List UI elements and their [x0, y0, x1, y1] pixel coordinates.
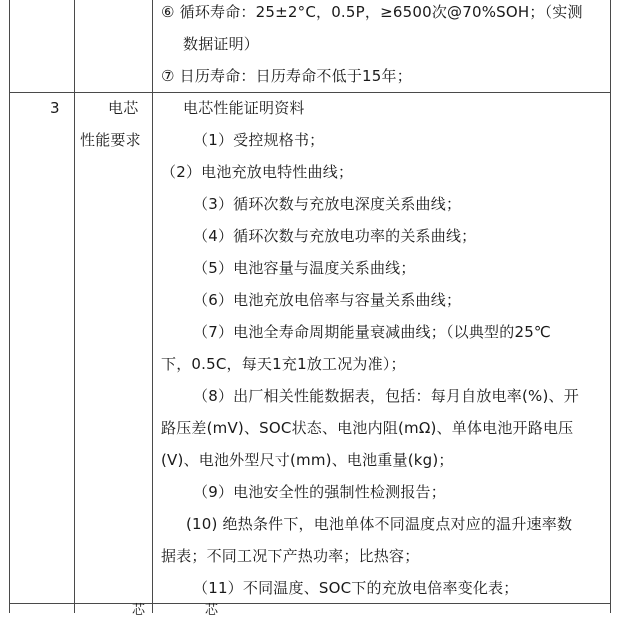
list-item-cont: (V)、电池外型尺寸(mm)、电池重量(kg)；	[161, 451, 454, 469]
list-item-cont: 据表；不同工况下产热功率；比热容；	[161, 547, 420, 565]
cycle-life-line-cont: 数据证明）	[183, 35, 260, 53]
list-item: （1）受控规格书；	[193, 131, 325, 149]
list-item: （11）不同温度、SOC下的充放电倍率变化表；	[193, 579, 519, 597]
row-label-line1: 电芯	[108, 99, 139, 117]
list-item: （3）循环次数与充放电深度关系曲线；	[193, 195, 462, 213]
list-item-cont: 路压差(mV)、SOC状态、电池内阻(mΩ)、单体电池开路电压	[161, 419, 574, 437]
list-item: （9）电池安全性的强制性检测报告；	[193, 483, 446, 501]
row-number: 3	[50, 99, 60, 117]
row-separator-bottom	[9, 603, 611, 604]
cycle-life-line: ⑥ 循环寿命：25±2°C，0.5P，≥6500次@70%SOH；（实测	[161, 3, 583, 21]
list-item: （7）电池全寿命周期能量衰减曲线；（以典型的25℃	[193, 323, 551, 341]
list-heading: 电芯性能证明资料	[183, 99, 305, 117]
row-separator-top	[9, 92, 611, 93]
list-item: （4）循环次数与充放电功率的关系曲线；	[193, 227, 477, 245]
list-item: （8）出厂相关性能数据表，包括：每月自放电率(%)、开	[193, 387, 579, 405]
list-item: （2）电池充放电特性曲线；	[161, 163, 354, 181]
next-row-content-fragment: 芯	[205, 603, 219, 618]
list-item-cont: 下，0.5C，每天1充1放工况为准）；	[161, 355, 406, 373]
calendar-life-line: ⑦ 日历寿命：日历寿命不低于15年；	[161, 67, 412, 85]
list-item: (10) 绝热条件下，电池单体不同温度点对应的温升速率数	[186, 515, 573, 533]
row-label-line2: 性能要求	[80, 131, 141, 149]
list-item: （6）电池充放电倍率与容量关系曲线；	[193, 291, 462, 309]
next-row-label-fragment: 芯	[132, 603, 146, 618]
list-item: （5）电池容量与温度关系曲线；	[193, 259, 416, 277]
